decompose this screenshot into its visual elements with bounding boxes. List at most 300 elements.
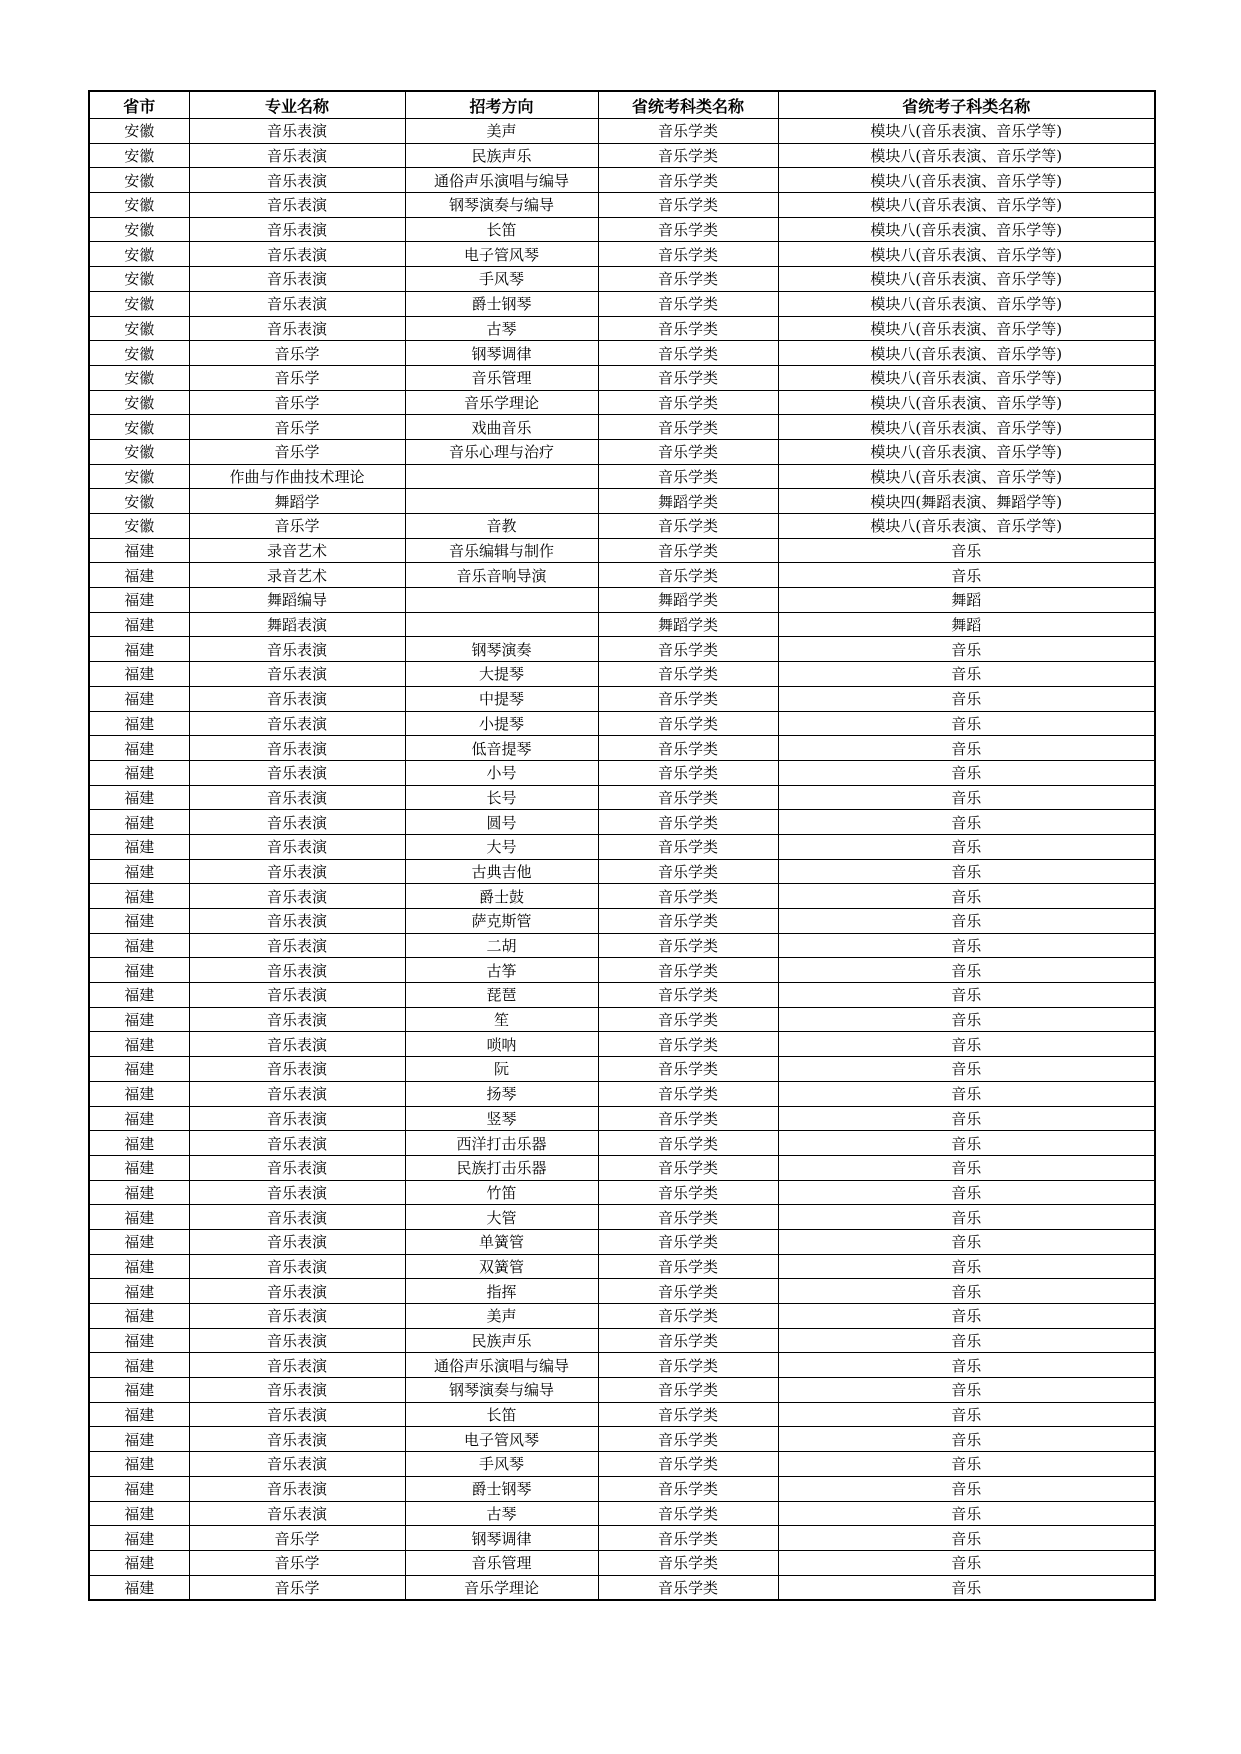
cell-subcategory: 音乐 [778,1476,1155,1501]
cell-subcategory: 音乐 [778,1279,1155,1304]
cell-province: 福建 [89,1476,189,1501]
table-row [89,1353,1155,1378]
table-row [89,760,1155,785]
cell-subcategory: 音乐 [778,1402,1155,1427]
cell-major: 音乐表演 [189,168,405,193]
cell-province: 福建 [89,1180,189,1205]
cell-province: 福建 [89,1575,189,1600]
table-row [89,1402,1155,1427]
cell-province: 福建 [89,1353,189,1378]
cell-direction: 爵士鼓 [405,884,598,909]
cell-major: 音乐表演 [189,193,405,218]
cell-major: 音乐学 [189,514,405,539]
cell-major: 音乐表演 [189,242,405,267]
cell-province: 福建 [89,859,189,884]
cell-category: 音乐学类 [598,711,778,736]
cell-major: 音乐学 [189,439,405,464]
cell-direction: 美声 [405,1304,598,1329]
cell-major: 音乐表演 [189,1057,405,1082]
cell-subcategory: 模块八(音乐表演、音乐学等) [778,341,1155,366]
cell-subcategory: 音乐 [778,1575,1155,1600]
table-row [89,588,1155,613]
cell-subcategory: 音乐 [778,711,1155,736]
cell-subcategory: 音乐 [778,958,1155,983]
cell-category: 音乐学类 [598,538,778,563]
cell-major: 音乐表演 [189,1032,405,1057]
table-row [89,1526,1155,1551]
cell-subcategory: 音乐 [778,1526,1155,1551]
cell-province: 安徽 [89,439,189,464]
cell-category: 音乐学类 [598,785,778,810]
cell-subcategory: 音乐 [778,1106,1155,1131]
cell-province: 安徽 [89,267,189,292]
header-cell-subcategory: 省统考子科类名称 [778,91,1155,119]
cell-direction: 音教 [405,514,598,539]
cell-direction: 大提琴 [405,662,598,687]
cell-major: 音乐表演 [189,933,405,958]
cell-subcategory: 音乐 [778,859,1155,884]
table-row [89,612,1155,637]
cell-major: 音乐表演 [189,1353,405,1378]
cell-province: 安徽 [89,119,189,144]
cell-subcategory: 音乐 [778,1353,1155,1378]
table-row [89,439,1155,464]
table-row [89,1378,1155,1403]
cell-direction: 钢琴调律 [405,341,598,366]
cell-subcategory: 音乐 [778,1180,1155,1205]
cell-subcategory: 音乐 [778,1032,1155,1057]
table-row [89,736,1155,761]
cell-subcategory: 音乐 [778,909,1155,934]
cell-province: 福建 [89,1007,189,1032]
table-row [89,291,1155,316]
table-row [89,1205,1155,1230]
cell-province: 福建 [89,884,189,909]
cell-province: 福建 [89,538,189,563]
cell-category: 音乐学类 [598,1476,778,1501]
cell-province: 福建 [89,1378,189,1403]
cell-major: 音乐表演 [189,711,405,736]
cell-subcategory: 模块八(音乐表演、音乐学等) [778,143,1155,168]
cell-province: 福建 [89,637,189,662]
table-row [89,365,1155,390]
cell-province: 福建 [89,1254,189,1279]
cell-direction: 爵士钢琴 [405,291,598,316]
cell-direction [405,612,598,637]
cell-major: 音乐表演 [189,884,405,909]
cell-direction: 大管 [405,1205,598,1230]
cell-subcategory: 音乐 [778,933,1155,958]
cell-direction: 扬琴 [405,1081,598,1106]
cell-major: 音乐表演 [189,1402,405,1427]
cell-direction: 二胡 [405,933,598,958]
table-row [89,1279,1155,1304]
cell-major: 音乐表演 [189,834,405,859]
cell-category: 音乐学类 [598,1378,778,1403]
cell-direction: 竹笛 [405,1180,598,1205]
table-row [89,711,1155,736]
cell-subcategory: 音乐 [778,1427,1155,1452]
cell-province: 安徽 [89,365,189,390]
cell-province: 福建 [89,909,189,934]
cell-direction: 手风琴 [405,267,598,292]
cell-category: 音乐学类 [598,563,778,588]
table-row [89,1007,1155,1032]
cell-province: 福建 [89,612,189,637]
cell-subcategory: 音乐 [778,760,1155,785]
table-row [89,415,1155,440]
table-row [89,637,1155,662]
table-row [89,983,1155,1008]
cell-direction: 音乐学理论 [405,390,598,415]
table-row [89,217,1155,242]
cell-direction: 钢琴调律 [405,1526,598,1551]
table-row [89,834,1155,859]
cell-direction: 单簧管 [405,1229,598,1254]
cell-province: 福建 [89,588,189,613]
cell-major: 音乐表演 [189,1378,405,1403]
cell-direction: 钢琴演奏与编导 [405,193,598,218]
table-row [89,1476,1155,1501]
table-row [89,168,1155,193]
cell-category: 音乐学类 [598,1254,778,1279]
cell-category: 音乐学类 [598,1328,778,1353]
table-row [89,1081,1155,1106]
cell-category: 音乐学类 [598,760,778,785]
cell-category: 音乐学类 [598,168,778,193]
table-row [89,489,1155,514]
cell-subcategory: 舞蹈 [778,588,1155,613]
cell-subcategory: 音乐 [778,538,1155,563]
table-row [89,1452,1155,1477]
cell-category: 音乐学类 [598,267,778,292]
cell-province: 福建 [89,1304,189,1329]
cell-subcategory: 音乐 [778,834,1155,859]
cell-province: 安徽 [89,168,189,193]
cell-major: 音乐表演 [189,736,405,761]
cell-major: 音乐表演 [189,1155,405,1180]
cell-subcategory: 音乐 [778,1081,1155,1106]
cell-province: 福建 [89,1229,189,1254]
cell-category: 音乐学类 [598,1353,778,1378]
header-cell-province: 省市 [89,91,189,119]
cell-direction: 民族声乐 [405,143,598,168]
cell-province: 福建 [89,1106,189,1131]
cell-province: 福建 [89,662,189,687]
header-row [89,91,1155,119]
cell-category: 音乐学类 [598,1155,778,1180]
cell-province: 福建 [89,736,189,761]
table-body [89,119,1155,1601]
cell-subcategory: 音乐 [778,983,1155,1008]
cell-category: 音乐学类 [598,390,778,415]
cell-subcategory: 音乐 [778,1501,1155,1526]
cell-category: 音乐学类 [598,242,778,267]
cell-major: 音乐表演 [189,1180,405,1205]
cell-subcategory: 音乐 [778,1229,1155,1254]
cell-category: 音乐学类 [598,464,778,489]
cell-category: 音乐学类 [598,1526,778,1551]
cell-province: 福建 [89,933,189,958]
cell-direction: 手风琴 [405,1452,598,1477]
table-row [89,859,1155,884]
cell-direction: 阮 [405,1057,598,1082]
cell-province: 安徽 [89,390,189,415]
cell-major: 音乐表演 [189,958,405,983]
cell-major: 音乐学 [189,415,405,440]
cell-category: 音乐学类 [598,958,778,983]
cell-category: 音乐学类 [598,291,778,316]
cell-category: 音乐学类 [598,859,778,884]
cell-province: 福建 [89,563,189,588]
cell-major: 音乐表演 [189,983,405,1008]
table-row [89,538,1155,563]
cell-subcategory: 音乐 [778,1057,1155,1082]
cell-category: 音乐学类 [598,193,778,218]
cell-direction: 音乐管理 [405,365,598,390]
cell-direction: 竖琴 [405,1106,598,1131]
table-row [89,884,1155,909]
cell-major: 舞蹈表演 [189,612,405,637]
cell-direction: 音乐心理与治疗 [405,439,598,464]
cell-category: 音乐学类 [598,1501,778,1526]
cell-subcategory: 舞蹈 [778,612,1155,637]
cell-subcategory: 音乐 [778,1328,1155,1353]
table-row [89,1254,1155,1279]
cell-subcategory: 模块八(音乐表演、音乐学等) [778,390,1155,415]
cell-major: 舞蹈学 [189,489,405,514]
cell-subcategory: 音乐 [778,884,1155,909]
cell-province: 福建 [89,834,189,859]
cell-direction: 音乐管理 [405,1550,598,1575]
cell-category: 音乐学类 [598,514,778,539]
cell-category: 音乐学类 [598,834,778,859]
cell-direction: 低音提琴 [405,736,598,761]
cell-subcategory: 模块四(舞蹈表演、舞蹈学等) [778,489,1155,514]
table-row [89,1155,1155,1180]
cell-category: 音乐学类 [598,810,778,835]
cell-category: 音乐学类 [598,1131,778,1156]
cell-subcategory: 音乐 [778,1155,1155,1180]
cell-category: 音乐学类 [598,1007,778,1032]
cell-subcategory: 音乐 [778,810,1155,835]
cell-major: 音乐表演 [189,686,405,711]
table-row [89,464,1155,489]
cell-subcategory: 音乐 [778,1378,1155,1403]
cell-province: 福建 [89,1427,189,1452]
cell-subcategory: 音乐 [778,1131,1155,1156]
cell-category: 音乐学类 [598,439,778,464]
table-row [89,341,1155,366]
cell-direction: 大号 [405,834,598,859]
cell-category: 音乐学类 [598,341,778,366]
cell-subcategory: 音乐 [778,1304,1155,1329]
table-row [89,909,1155,934]
cell-direction: 钢琴演奏 [405,637,598,662]
cell-province: 福建 [89,711,189,736]
cell-subcategory: 音乐 [778,736,1155,761]
table-row [89,1032,1155,1057]
cell-province: 安徽 [89,193,189,218]
cell-category: 音乐学类 [598,1205,778,1230]
cell-direction: 萨克斯管 [405,909,598,934]
table-row [89,1057,1155,1082]
cell-subcategory: 音乐 [778,1550,1155,1575]
cell-province: 福建 [89,1032,189,1057]
table-row [89,1106,1155,1131]
cell-direction: 小提琴 [405,711,598,736]
cell-direction: 中提琴 [405,686,598,711]
cell-category: 音乐学类 [598,933,778,958]
cell-direction: 爵士钢琴 [405,1476,598,1501]
cell-category: 音乐学类 [598,119,778,144]
table-row [89,143,1155,168]
cell-direction: 唢呐 [405,1032,598,1057]
cell-category: 音乐学类 [598,365,778,390]
cell-direction: 指挥 [405,1279,598,1304]
cell-province: 福建 [89,1205,189,1230]
cell-direction: 古筝 [405,958,598,983]
cell-category: 舞蹈学类 [598,612,778,637]
cell-category: 音乐学类 [598,1550,778,1575]
cell-province: 福建 [89,1155,189,1180]
cell-major: 音乐表演 [189,637,405,662]
cell-direction: 长笛 [405,217,598,242]
cell-direction: 古典吉他 [405,859,598,884]
cell-major: 舞蹈编导 [189,588,405,613]
table-row [89,1427,1155,1452]
cell-category: 音乐学类 [598,983,778,1008]
cell-major: 音乐表演 [189,119,405,144]
table-row [89,1550,1155,1575]
cell-direction: 古琴 [405,1501,598,1526]
cell-category: 音乐学类 [598,662,778,687]
cell-direction: 音乐编辑与制作 [405,538,598,563]
cell-province: 安徽 [89,514,189,539]
cell-subcategory: 模块八(音乐表演、音乐学等) [778,217,1155,242]
cell-major: 音乐表演 [189,1081,405,1106]
cell-direction: 民族打击乐器 [405,1155,598,1180]
cell-category: 音乐学类 [598,1229,778,1254]
cell-direction [405,464,598,489]
cell-province: 福建 [89,686,189,711]
cell-subcategory: 音乐 [778,1254,1155,1279]
table-row [89,1328,1155,1353]
cell-category: 音乐学类 [598,1575,778,1600]
cell-direction: 钢琴演奏与编导 [405,1378,598,1403]
cell-province: 福建 [89,810,189,835]
cell-province: 福建 [89,1452,189,1477]
cell-province: 福建 [89,1501,189,1526]
cell-category: 音乐学类 [598,1081,778,1106]
cell-major: 音乐表演 [189,1501,405,1526]
cell-major: 音乐表演 [189,1007,405,1032]
cell-major: 音乐表演 [189,1452,405,1477]
cell-subcategory: 模块八(音乐表演、音乐学等) [778,464,1155,489]
cell-category: 音乐学类 [598,1452,778,1477]
cell-category: 音乐学类 [598,1057,778,1082]
cell-major: 作曲与作曲技术理论 [189,464,405,489]
cell-subcategory: 模块八(音乐表演、音乐学等) [778,365,1155,390]
cell-direction [405,588,598,613]
cell-major: 音乐表演 [189,217,405,242]
cell-direction: 笙 [405,1007,598,1032]
table-row [89,1501,1155,1526]
table-row [89,686,1155,711]
cell-province: 福建 [89,1279,189,1304]
cell-major: 音乐表演 [189,1328,405,1353]
header-cell-direction: 招考方向 [405,91,598,119]
table-row [89,267,1155,292]
cell-direction: 美声 [405,119,598,144]
cell-category: 音乐学类 [598,316,778,341]
cell-category: 音乐学类 [598,415,778,440]
cell-province: 福建 [89,1550,189,1575]
cell-direction: 通俗声乐演唱与编导 [405,1353,598,1378]
cell-category: 舞蹈学类 [598,489,778,514]
cell-subcategory: 音乐 [778,563,1155,588]
cell-major: 音乐学 [189,1575,405,1600]
cell-direction: 通俗声乐演唱与编导 [405,168,598,193]
cell-province: 福建 [89,1081,189,1106]
cell-major: 录音艺术 [189,563,405,588]
cell-major: 音乐表演 [189,909,405,934]
table-row [89,785,1155,810]
cell-direction: 圆号 [405,810,598,835]
cell-province: 安徽 [89,143,189,168]
cell-subcategory: 模块八(音乐表演、音乐学等) [778,415,1155,440]
cell-major: 音乐表演 [189,1131,405,1156]
cell-province: 福建 [89,760,189,785]
cell-subcategory: 音乐 [778,686,1155,711]
cell-subcategory: 模块八(音乐表演、音乐学等) [778,439,1155,464]
cell-major: 音乐学 [189,365,405,390]
header-cell-major: 专业名称 [189,91,405,119]
cell-major: 音乐表演 [189,1427,405,1452]
cell-province: 福建 [89,958,189,983]
cell-major: 音乐表演 [189,785,405,810]
cell-direction: 琵琶 [405,983,598,1008]
cell-subcategory: 模块八(音乐表演、音乐学等) [778,316,1155,341]
cell-category: 音乐学类 [598,686,778,711]
cell-subcategory: 音乐 [778,1205,1155,1230]
cell-direction: 戏曲音乐 [405,415,598,440]
cell-province: 福建 [89,785,189,810]
cell-category: 舞蹈学类 [598,588,778,613]
cell-subcategory: 音乐 [778,785,1155,810]
exam-category-table [88,90,1156,1601]
cell-category: 音乐学类 [598,1304,778,1329]
table-row [89,514,1155,539]
cell-subcategory: 模块八(音乐表演、音乐学等) [778,267,1155,292]
cell-major: 音乐学 [189,1550,405,1575]
cell-province: 安徽 [89,217,189,242]
cell-category: 音乐学类 [598,884,778,909]
cell-major: 音乐表演 [189,143,405,168]
cell-direction: 小号 [405,760,598,785]
table-row [89,958,1155,983]
cell-subcategory: 音乐 [778,662,1155,687]
table-row [89,242,1155,267]
cell-major: 音乐表演 [189,1279,405,1304]
cell-subcategory: 音乐 [778,1007,1155,1032]
table-row [89,316,1155,341]
cell-subcategory: 模块八(音乐表演、音乐学等) [778,291,1155,316]
cell-direction: 长笛 [405,1402,598,1427]
cell-direction: 西洋打击乐器 [405,1131,598,1156]
cell-subcategory: 模块八(音乐表演、音乐学等) [778,119,1155,144]
table-row [89,1180,1155,1205]
